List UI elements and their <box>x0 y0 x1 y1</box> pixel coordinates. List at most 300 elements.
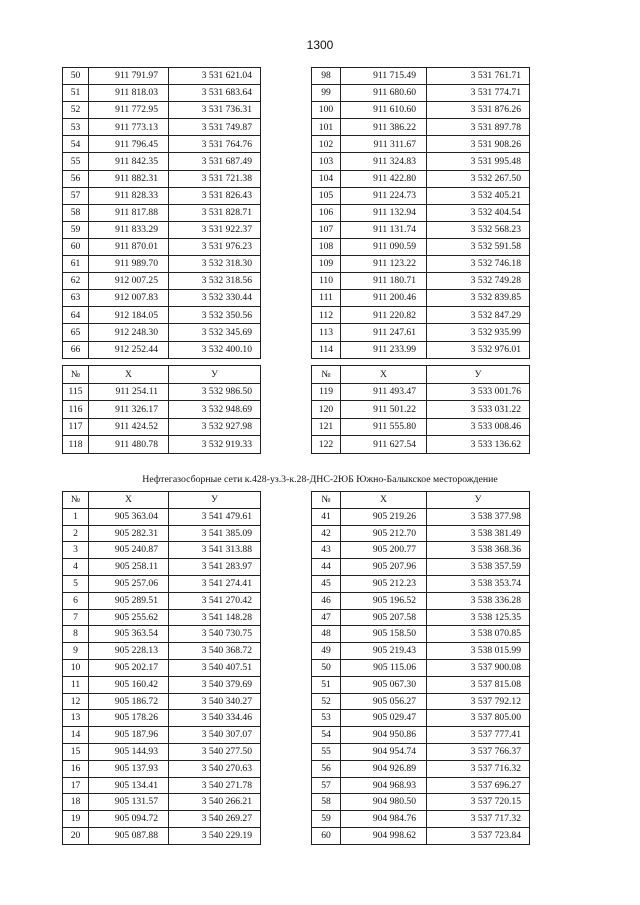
x-coordinate-cell: 911 833.29 <box>89 221 169 238</box>
table-row <box>312 68 530 85</box>
y-coordinate-cell: 3 540 307.07 <box>169 727 261 744</box>
x-coordinate-cell: 911 842.35 <box>89 153 169 170</box>
y-coordinate-cell: 3 531 687.49 <box>169 153 261 170</box>
header-y: У <box>169 492 261 509</box>
table-row <box>312 102 530 119</box>
table-row <box>63 324 261 341</box>
number-cell: 59 <box>63 221 89 238</box>
y-coordinate-cell: 3 531 749.87 <box>169 119 261 136</box>
x-coordinate-cell: 911 493.47 <box>341 383 427 401</box>
table-row <box>312 777 530 794</box>
number-cell: 16 <box>63 760 89 777</box>
y-coordinate-cell: 3 540 407.51 <box>169 659 261 676</box>
x-coordinate-cell: 905 131.57 <box>89 794 169 811</box>
number-cell: 52 <box>312 693 341 710</box>
y-coordinate-cell: 3 532 404.54 <box>427 204 530 221</box>
x-coordinate-cell: 911 828.33 <box>89 187 169 204</box>
y-coordinate-cell: 3 532 976.01 <box>427 341 530 358</box>
table-row <box>63 676 261 693</box>
y-coordinate-cell: 3 540 379.69 <box>169 676 261 693</box>
table-row <box>312 324 530 341</box>
table-row <box>63 626 261 643</box>
table-row <box>63 643 261 660</box>
header-y: У <box>427 492 530 509</box>
number-cell: 61 <box>63 256 89 273</box>
x-coordinate-cell: 911 882.31 <box>89 170 169 187</box>
x-coordinate-cell: 905 186.72 <box>89 693 169 710</box>
x-coordinate-cell: 905 056.27 <box>341 693 427 710</box>
table-row <box>312 187 530 204</box>
x-coordinate-cell: 904 954.74 <box>341 743 427 760</box>
number-cell: 51 <box>63 85 89 102</box>
x-coordinate-cell: 905 202.17 <box>89 659 169 676</box>
y-coordinate-cell: 3 538 381.49 <box>427 525 530 542</box>
table-row <box>63 153 261 170</box>
header-num: № <box>63 492 89 509</box>
number-cell: 101 <box>312 119 341 136</box>
table-row <box>312 256 530 273</box>
y-coordinate-cell: 3 537 815.08 <box>427 676 530 693</box>
page-number: 1300 <box>306 38 334 52</box>
table-row <box>312 811 530 828</box>
number-cell: 106 <box>312 204 341 221</box>
table-row <box>63 273 261 290</box>
y-coordinate-cell: 3 531 995.48 <box>427 153 530 170</box>
table-row <box>63 256 261 273</box>
x-coordinate-cell: 911 422.80 <box>341 170 427 187</box>
number-cell: 108 <box>312 238 341 255</box>
section-title: Нефтегазосборные сети к.428-уз.3-к.28-ДНС-2ЮБ Южно-Балыкское месторождение <box>142 474 498 485</box>
x-coordinate-cell: 905 134.41 <box>89 777 169 794</box>
x-coordinate-cell: 904 950.86 <box>341 727 427 744</box>
x-coordinate-cell: 911 311.67 <box>341 136 427 153</box>
number-cell: 63 <box>63 290 89 307</box>
number-cell: 55 <box>312 743 341 760</box>
number-cell: 120 <box>312 401 341 419</box>
coordinates-table-bottom-right <box>311 491 530 845</box>
x-coordinate-cell: 905 363.04 <box>89 508 169 525</box>
y-coordinate-cell: 3 531 922.37 <box>169 221 261 238</box>
x-coordinate-cell: 912 252.44 <box>89 341 169 358</box>
x-coordinate-cell: 911 424.52 <box>89 418 169 436</box>
y-coordinate-cell: 3 538 353.74 <box>427 575 530 592</box>
x-coordinate-cell: 911 989.70 <box>89 256 169 273</box>
table-row <box>312 542 530 559</box>
number-cell: 102 <box>312 136 341 153</box>
x-coordinate-cell: 911 220.82 <box>341 307 427 324</box>
number-cell: 54 <box>63 136 89 153</box>
table-row <box>312 273 530 290</box>
table-row <box>312 827 530 844</box>
y-coordinate-cell: 3 541 385.09 <box>169 525 261 542</box>
y-coordinate-cell: 3 531 876.26 <box>427 102 530 119</box>
x-coordinate-cell: 905 212.23 <box>341 575 427 592</box>
y-coordinate-cell: 3 532 345.69 <box>169 324 261 341</box>
number-cell: 19 <box>63 811 89 828</box>
header-x: Х <box>89 366 169 384</box>
number-cell: 20 <box>63 827 89 844</box>
table-header-row <box>312 492 530 509</box>
table-row <box>312 575 530 592</box>
y-coordinate-cell: 3 540 730.75 <box>169 626 261 643</box>
y-coordinate-cell: 3 532 948.69 <box>169 401 261 419</box>
number-cell: 64 <box>63 307 89 324</box>
y-coordinate-cell: 3 540 271.78 <box>169 777 261 794</box>
coordinates-table-top-left <box>62 67 261 359</box>
table-row <box>63 187 261 204</box>
y-coordinate-cell: 3 538 377.98 <box>427 508 530 525</box>
number-cell: 104 <box>312 170 341 187</box>
y-coordinate-cell: 3 532 839.85 <box>427 290 530 307</box>
x-coordinate-cell: 911 480.78 <box>89 436 169 454</box>
number-cell: 112 <box>312 307 341 324</box>
number-cell: 43 <box>312 542 341 559</box>
table-row <box>63 136 261 153</box>
table-row <box>63 221 261 238</box>
number-cell: 114 <box>312 341 341 358</box>
x-coordinate-cell: 905 137.93 <box>89 760 169 777</box>
header-y: У <box>427 366 530 384</box>
y-coordinate-cell: 3 532 749.28 <box>427 273 530 290</box>
y-coordinate-cell: 3 537 696.27 <box>427 777 530 794</box>
x-coordinate-cell: 912 248.30 <box>89 324 169 341</box>
y-coordinate-cell: 3 532 350.56 <box>169 307 261 324</box>
header-num: № <box>63 366 89 384</box>
y-coordinate-cell: 3 532 318.30 <box>169 256 261 273</box>
x-coordinate-cell: 911 501.22 <box>341 401 427 419</box>
y-coordinate-cell: 3 537 723.84 <box>427 827 530 844</box>
x-coordinate-cell: 911 247.61 <box>341 324 427 341</box>
table-row <box>312 643 530 660</box>
table-row <box>63 341 261 358</box>
y-coordinate-cell: 3 532 746.18 <box>427 256 530 273</box>
x-coordinate-cell: 905 219.43 <box>341 643 427 660</box>
table-row <box>312 85 530 102</box>
x-coordinate-cell: 911 180.71 <box>341 273 427 290</box>
x-coordinate-cell: 905 219.26 <box>341 508 427 525</box>
number-cell: 107 <box>312 221 341 238</box>
x-coordinate-cell: 905 289.51 <box>89 592 169 609</box>
x-coordinate-cell: 905 363.54 <box>89 626 169 643</box>
table-row <box>312 743 530 760</box>
y-coordinate-cell: 3 531 828.71 <box>169 204 261 221</box>
y-coordinate-cell: 3 540 277.50 <box>169 743 261 760</box>
y-coordinate-cell: 3 537 805.00 <box>427 710 530 727</box>
coordinates-table-top-right <box>311 67 530 359</box>
number-cell: 42 <box>312 525 341 542</box>
x-coordinate-cell: 904 998.62 <box>341 827 427 844</box>
y-coordinate-cell: 3 540 270.63 <box>169 760 261 777</box>
x-coordinate-cell: 905 029.47 <box>341 710 427 727</box>
number-cell: 66 <box>63 341 89 358</box>
table-row <box>63 204 261 221</box>
table-row <box>63 542 261 559</box>
x-coordinate-cell: 905 067.30 <box>341 676 427 693</box>
x-coordinate-cell: 905 187.96 <box>89 727 169 744</box>
y-coordinate-cell: 3 537 900.08 <box>427 659 530 676</box>
number-cell: 17 <box>63 777 89 794</box>
table-header-row <box>63 366 261 384</box>
y-coordinate-cell: 3 537 720.15 <box>427 794 530 811</box>
y-coordinate-cell: 3 538 015.99 <box>427 643 530 660</box>
number-cell: 46 <box>312 592 341 609</box>
number-cell: 109 <box>312 256 341 273</box>
x-coordinate-cell: 905 144.93 <box>89 743 169 760</box>
table-row <box>63 609 261 626</box>
y-coordinate-cell: 3 532 400.10 <box>169 341 261 358</box>
x-coordinate-cell: 911 324.83 <box>341 153 427 170</box>
x-coordinate-cell: 905 115.06 <box>341 659 427 676</box>
x-coordinate-cell: 905 207.58 <box>341 609 427 626</box>
number-cell: 10 <box>63 659 89 676</box>
number-cell: 5 <box>63 575 89 592</box>
y-coordinate-cell: 3 541 283.97 <box>169 559 261 576</box>
y-coordinate-cell: 3 531 774.71 <box>427 85 530 102</box>
table-row <box>312 659 530 676</box>
coordinates-table-mid-left <box>62 365 261 454</box>
header-x: Х <box>341 366 427 384</box>
y-coordinate-cell: 3 537 717.32 <box>427 811 530 828</box>
table-row <box>63 575 261 592</box>
number-cell: 65 <box>63 324 89 341</box>
table-row <box>63 811 261 828</box>
number-cell: 99 <box>312 85 341 102</box>
table-row <box>63 401 261 419</box>
number-cell: 58 <box>312 794 341 811</box>
number-cell: 119 <box>312 383 341 401</box>
y-coordinate-cell: 3 538 125.35 <box>427 609 530 626</box>
coordinates-table-bottom-left <box>62 491 261 845</box>
number-cell: 47 <box>312 609 341 626</box>
table-row <box>312 383 530 401</box>
y-coordinate-cell: 3 532 330.44 <box>169 290 261 307</box>
table-row <box>312 525 530 542</box>
y-coordinate-cell: 3 537 792.12 <box>427 693 530 710</box>
y-coordinate-cell: 3 540 269.27 <box>169 811 261 828</box>
table-row <box>312 710 530 727</box>
y-coordinate-cell: 3 532 935.99 <box>427 324 530 341</box>
table-row <box>63 68 261 85</box>
number-cell: 7 <box>63 609 89 626</box>
y-coordinate-cell: 3 533 001.76 <box>427 383 530 401</box>
table-row <box>63 290 261 307</box>
x-coordinate-cell: 911 818.03 <box>89 85 169 102</box>
header-num: № <box>312 366 341 384</box>
x-coordinate-cell: 911 326.17 <box>89 401 169 419</box>
table-row <box>63 559 261 576</box>
table-row <box>312 794 530 811</box>
number-cell: 115 <box>63 383 89 401</box>
number-cell: 50 <box>312 659 341 676</box>
number-cell: 8 <box>63 626 89 643</box>
y-coordinate-cell: 3 538 368.36 <box>427 542 530 559</box>
number-cell: 113 <box>312 324 341 341</box>
x-coordinate-cell: 911 131.74 <box>341 221 427 238</box>
y-coordinate-cell: 3 532 318.56 <box>169 273 261 290</box>
number-cell: 49 <box>312 643 341 660</box>
table-row <box>63 102 261 119</box>
table-row <box>312 626 530 643</box>
number-cell: 53 <box>63 119 89 136</box>
y-coordinate-cell: 3 541 479.61 <box>169 508 261 525</box>
number-cell: 58 <box>63 204 89 221</box>
x-coordinate-cell: 904 980.50 <box>341 794 427 811</box>
number-cell: 98 <box>312 68 341 85</box>
x-coordinate-cell: 905 196.52 <box>341 592 427 609</box>
y-coordinate-cell: 3 531 976.23 <box>169 238 261 255</box>
number-cell: 15 <box>63 743 89 760</box>
table-row <box>63 743 261 760</box>
x-coordinate-cell: 905 200.77 <box>341 542 427 559</box>
y-coordinate-cell: 3 541 274.41 <box>169 575 261 592</box>
number-cell: 52 <box>63 102 89 119</box>
x-coordinate-cell: 905 207.96 <box>341 559 427 576</box>
table-row <box>63 794 261 811</box>
y-coordinate-cell: 3 541 270.42 <box>169 592 261 609</box>
y-coordinate-cell: 3 532 847.29 <box>427 307 530 324</box>
table-row <box>63 693 261 710</box>
table-row <box>63 592 261 609</box>
table-row <box>312 609 530 626</box>
y-coordinate-cell: 3 538 070.85 <box>427 626 530 643</box>
table-row <box>63 727 261 744</box>
x-coordinate-cell: 911 224.73 <box>341 187 427 204</box>
x-coordinate-cell: 905 240.87 <box>89 542 169 559</box>
x-coordinate-cell: 905 212.70 <box>341 525 427 542</box>
y-coordinate-cell: 3 531 621.04 <box>169 68 261 85</box>
number-cell: 59 <box>312 811 341 828</box>
table-row <box>312 204 530 221</box>
x-coordinate-cell: 911 132.94 <box>341 204 427 221</box>
y-coordinate-cell: 3 533 031.22 <box>427 401 530 419</box>
y-coordinate-cell: 3 532 919.33 <box>169 436 261 454</box>
number-cell: 11 <box>63 676 89 693</box>
x-coordinate-cell: 911 123.22 <box>341 256 427 273</box>
table-row <box>312 170 530 187</box>
number-cell: 55 <box>63 153 89 170</box>
number-cell: 54 <box>312 727 341 744</box>
y-coordinate-cell: 3 532 986.50 <box>169 383 261 401</box>
table-header-row <box>312 366 530 384</box>
number-cell: 48 <box>312 626 341 643</box>
x-coordinate-cell: 905 178.26 <box>89 710 169 727</box>
table-row <box>63 119 261 136</box>
y-coordinate-cell: 3 541 313.88 <box>169 542 261 559</box>
header-x: Х <box>341 492 427 509</box>
table-row <box>63 383 261 401</box>
x-coordinate-cell: 911 386.22 <box>341 119 427 136</box>
x-coordinate-cell: 911 870.01 <box>89 238 169 255</box>
number-cell: 105 <box>312 187 341 204</box>
number-cell: 51 <box>312 676 341 693</box>
x-coordinate-cell: 905 158.50 <box>341 626 427 643</box>
table-header-row <box>63 492 261 509</box>
y-coordinate-cell: 3 531 897.78 <box>427 119 530 136</box>
number-cell: 18 <box>63 794 89 811</box>
table-row <box>63 418 261 436</box>
number-cell: 9 <box>63 643 89 660</box>
table-row <box>63 777 261 794</box>
number-cell: 116 <box>63 401 89 419</box>
y-coordinate-cell: 3 537 716.32 <box>427 760 530 777</box>
table-row <box>312 436 530 454</box>
table-row <box>312 727 530 744</box>
table-row <box>312 401 530 419</box>
header-x: Х <box>89 492 169 509</box>
x-coordinate-cell: 911 796.45 <box>89 136 169 153</box>
table-row <box>63 238 261 255</box>
y-coordinate-cell: 3 540 334.46 <box>169 710 261 727</box>
table-row <box>63 760 261 777</box>
number-cell: 12 <box>63 693 89 710</box>
number-cell: 41 <box>312 508 341 525</box>
y-coordinate-cell: 3 533 136.62 <box>427 436 530 454</box>
number-cell: 60 <box>312 827 341 844</box>
header-num: № <box>312 492 341 509</box>
x-coordinate-cell: 905 160.42 <box>89 676 169 693</box>
header-y: У <box>169 366 261 384</box>
x-coordinate-cell: 911 200.46 <box>341 290 427 307</box>
x-coordinate-cell: 911 627.54 <box>341 436 427 454</box>
table-row <box>63 170 261 187</box>
x-coordinate-cell: 911 555.80 <box>341 418 427 436</box>
y-coordinate-cell: 3 540 368.72 <box>169 643 261 660</box>
table-row <box>63 508 261 525</box>
y-coordinate-cell: 3 538 357.59 <box>427 559 530 576</box>
x-coordinate-cell: 911 773.13 <box>89 119 169 136</box>
y-coordinate-cell: 3 531 721.38 <box>169 170 261 187</box>
table-row <box>63 827 261 844</box>
x-coordinate-cell: 912 184.05 <box>89 307 169 324</box>
x-coordinate-cell: 911 680.60 <box>341 85 427 102</box>
table-row <box>63 85 261 102</box>
number-cell: 13 <box>63 710 89 727</box>
x-coordinate-cell: 911 233.99 <box>341 341 427 358</box>
x-coordinate-cell: 911 610.60 <box>341 102 427 119</box>
table-row <box>63 525 261 542</box>
table-row <box>63 436 261 454</box>
number-cell: 118 <box>63 436 89 454</box>
y-coordinate-cell: 3 540 340.27 <box>169 693 261 710</box>
number-cell: 44 <box>312 559 341 576</box>
table-row <box>312 693 530 710</box>
x-coordinate-cell: 904 926.89 <box>341 760 427 777</box>
y-coordinate-cell: 3 532 267.50 <box>427 170 530 187</box>
table-row <box>312 119 530 136</box>
x-coordinate-cell: 911 772.95 <box>89 102 169 119</box>
number-cell: 56 <box>312 760 341 777</box>
table-row <box>312 153 530 170</box>
x-coordinate-cell: 912 007.25 <box>89 273 169 290</box>
number-cell: 56 <box>63 170 89 187</box>
coordinates-table-mid-right <box>311 365 530 454</box>
number-cell: 103 <box>312 153 341 170</box>
number-cell: 110 <box>312 273 341 290</box>
x-coordinate-cell: 905 255.62 <box>89 609 169 626</box>
y-coordinate-cell: 3 531 826.43 <box>169 187 261 204</box>
y-coordinate-cell: 3 537 766.37 <box>427 743 530 760</box>
number-cell: 45 <box>312 575 341 592</box>
table-row <box>312 559 530 576</box>
y-coordinate-cell: 3 538 336.28 <box>427 592 530 609</box>
number-cell: 117 <box>63 418 89 436</box>
x-coordinate-cell: 905 228.13 <box>89 643 169 660</box>
x-coordinate-cell: 905 282.31 <box>89 525 169 542</box>
number-cell: 53 <box>312 710 341 727</box>
number-cell: 14 <box>63 727 89 744</box>
number-cell: 50 <box>63 68 89 85</box>
number-cell: 57 <box>63 187 89 204</box>
